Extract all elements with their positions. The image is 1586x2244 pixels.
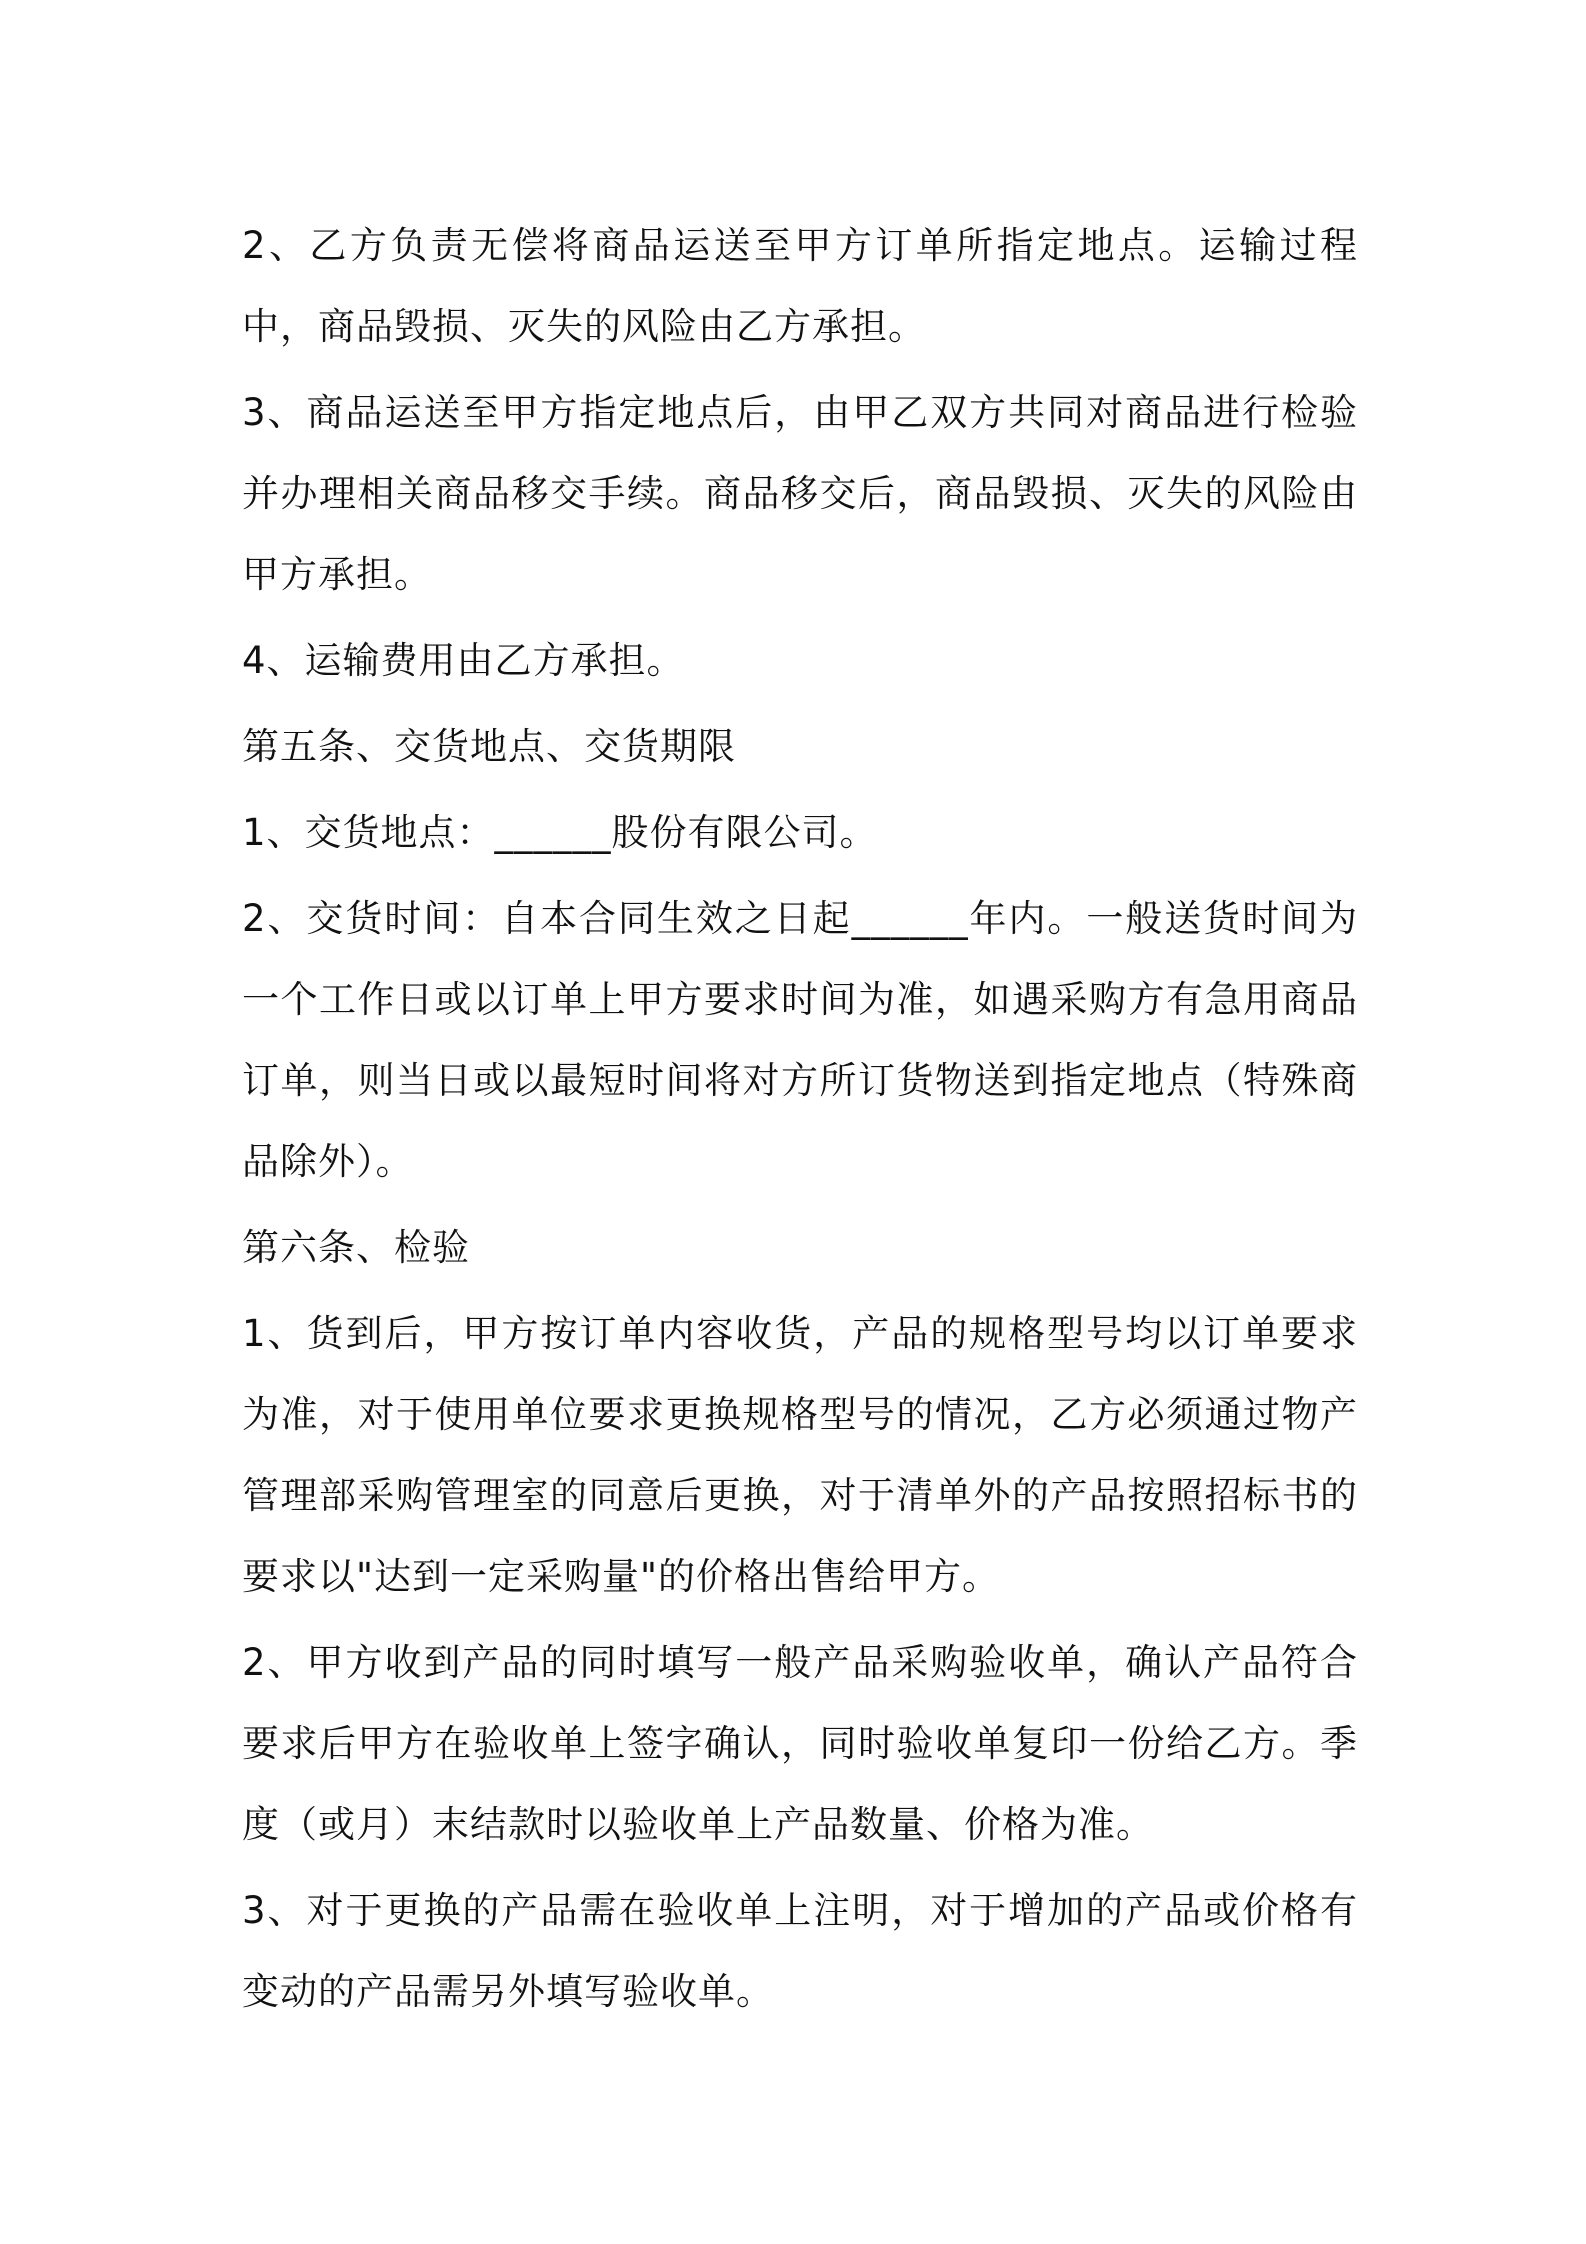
paragraph-replacement-note: 3、对于更换的产品需在验收单上注明，对于增加的产品或价格有变动的产品需另外填写验收单。: [242, 1889, 1358, 2013]
paragraph-acceptance-form: 2、甲方收到产品的同时填写一般产品采购验收单，确认产品符合要求后甲方在验收单上签字确认，同时验收单复印一份给乙方。季度（或月）末结款时以验收单上产品数量、价格为准。: [242, 1641, 1358, 1846]
paragraph-receiving-goods: 1、货到后，甲方按订单内容收货，产品的规格型号均以订单要求为准，对于使用单位要求更换规格型号的情况，乙方必须通过物产管理部采购管理室的同意后更换，对于清单外的产品按照招标书的要求以"达到一定采购量"的价格出售给甲方。: [242, 1312, 1358, 1598]
section-heading-article-5: 第五条、交货地点、交货期限: [242, 725, 736, 768]
paragraph-inspection-handover: 3、商品运送至甲方指定地点后，由甲乙双方共同对商品进行检验并办理相关商品移交手续。商品移交后，商品毁损、灭失的风险由甲方承担。: [242, 391, 1358, 596]
section-heading-article-6: 第六条、检验: [242, 1226, 470, 1269]
paragraph-delivery-time: 2、交货时间：自本合同生效之日起______年内。一般送货时间为一个工作日或以订单上甲方要求时间为准，如遇采购方有急用商品订单，则当日或以最短时间将对方所订货物送到指定地点（特殊商品除外）。: [242, 897, 1358, 1183]
paragraph-transport-cost: 4、运输费用由乙方承担。: [242, 639, 685, 682]
paragraph-delivery-transport: 2、乙方负责无偿将商品运送至甲方订单所指定地点。运输过程中，商品毁损、灭失的风险由乙方承担。: [242, 224, 1358, 348]
document-body: [242, 205, 1358, 2037]
paragraph-delivery-location: 1、交货地点：______股份有限公司。: [242, 811, 878, 854]
